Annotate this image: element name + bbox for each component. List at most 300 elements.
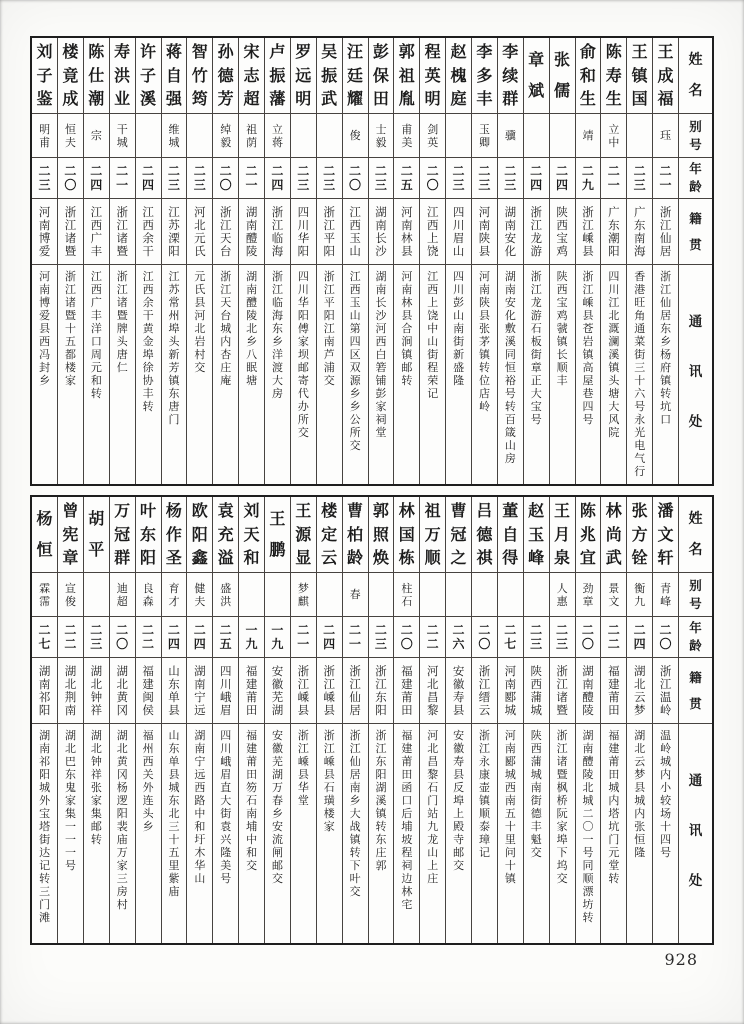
origin-cell bbox=[550, 658, 575, 724]
glyph: 平 bbox=[323, 230, 335, 245]
glyph: 南 bbox=[504, 794, 516, 807]
glyph: 浙 bbox=[323, 270, 335, 283]
glyph: 陵 bbox=[582, 768, 594, 781]
glyph: 城 bbox=[530, 702, 542, 717]
glyph: 江 bbox=[323, 217, 335, 232]
glyph: 记 bbox=[39, 859, 51, 872]
glyph: 鬼 bbox=[64, 781, 76, 794]
glyph: 杨 bbox=[660, 348, 672, 361]
alias-cell bbox=[369, 573, 394, 617]
glyph: 三 bbox=[167, 178, 180, 192]
glyph: 平 bbox=[323, 296, 335, 309]
alias-cell bbox=[317, 114, 342, 158]
glyph: 乡 bbox=[660, 335, 672, 348]
glyph: 隆 bbox=[453, 374, 465, 387]
address-cell bbox=[162, 265, 187, 484]
header-address-label bbox=[679, 265, 712, 484]
glyph: 夫 bbox=[64, 135, 76, 149]
glyph: 湖 bbox=[116, 663, 128, 678]
glyph: 福 bbox=[142, 729, 154, 742]
glyph: 徽 bbox=[271, 742, 283, 755]
name-cell bbox=[84, 38, 109, 114]
glyph: 二 bbox=[426, 623, 439, 637]
glyph: 乡 bbox=[39, 374, 51, 387]
name-cell bbox=[446, 497, 471, 573]
glyph: 陕 bbox=[478, 230, 491, 245]
glyph: 甫 bbox=[39, 135, 51, 149]
glyph: 陵 bbox=[245, 243, 258, 258]
glyph: 荫 bbox=[246, 135, 258, 149]
glyph: 二 bbox=[530, 623, 543, 637]
glyph: 山 bbox=[504, 439, 516, 452]
glyph: 泉 bbox=[554, 547, 571, 567]
glyph: 庭 bbox=[450, 88, 467, 108]
glyph: 建 bbox=[608, 742, 620, 755]
glyph: 交 bbox=[246, 859, 258, 872]
address-cell bbox=[472, 724, 497, 943]
glyph: 浙 bbox=[297, 663, 310, 678]
origin-cell bbox=[317, 199, 342, 265]
glyph: 北 bbox=[582, 781, 594, 794]
glyph: 山 bbox=[194, 872, 206, 885]
glyph: 三 bbox=[504, 178, 517, 192]
glyph: 西 bbox=[349, 283, 361, 296]
glyph: 湖 bbox=[90, 663, 103, 678]
glyph: 芜 bbox=[271, 689, 284, 704]
glyph: 俊 bbox=[349, 129, 361, 142]
glyph: 峰 bbox=[528, 547, 545, 567]
alias-cell bbox=[84, 114, 109, 158]
glyph: 都 bbox=[64, 348, 76, 361]
glyph: 源 bbox=[295, 524, 312, 544]
glyph: 县 bbox=[582, 309, 594, 322]
glyph: 甫 bbox=[401, 122, 413, 136]
origin-cell bbox=[187, 658, 212, 724]
glyph: 二 bbox=[64, 637, 77, 651]
glyph: 一 bbox=[245, 623, 258, 637]
glyph: 爱 bbox=[39, 309, 51, 322]
glyph: 寄 bbox=[297, 374, 309, 387]
glyph: 广 bbox=[90, 296, 102, 309]
glyph: 转 bbox=[504, 400, 516, 413]
glyph: 江 bbox=[219, 217, 232, 232]
glyph: 彭 bbox=[375, 387, 387, 400]
glyph: 王 bbox=[631, 42, 648, 62]
glyph: 溢 bbox=[217, 547, 234, 567]
glyph: 湖 bbox=[582, 729, 594, 742]
glyph: 定 bbox=[321, 524, 338, 544]
origin-cell bbox=[84, 658, 109, 724]
alias-cell bbox=[550, 573, 575, 617]
glyph: 阳 bbox=[375, 702, 387, 717]
person-column bbox=[523, 38, 549, 484]
glyph: 记 bbox=[427, 387, 439, 400]
glyph: 家 bbox=[90, 794, 102, 807]
glyph: 二 bbox=[374, 623, 387, 637]
directory-table-top bbox=[30, 36, 714, 486]
glyph: 西 bbox=[194, 781, 206, 794]
glyph: 埠 bbox=[556, 833, 568, 846]
address-cell bbox=[213, 724, 238, 943]
glyph: 曾 bbox=[62, 501, 79, 521]
glyph: 四 bbox=[530, 178, 543, 192]
glyph: 田 bbox=[246, 768, 258, 781]
header-age-label bbox=[679, 158, 712, 199]
glyph: 丰 bbox=[530, 820, 542, 833]
name-cell bbox=[58, 38, 83, 114]
glyph: 暨 bbox=[556, 702, 568, 717]
glyph: 远 bbox=[295, 65, 312, 85]
glyph: 苏 bbox=[168, 217, 180, 232]
glyph: 二 bbox=[607, 623, 620, 637]
glyph: 东 bbox=[140, 524, 157, 544]
glyph: 菜 bbox=[634, 335, 646, 348]
glyph: 和 bbox=[246, 846, 258, 859]
glyph: 大 bbox=[349, 807, 361, 820]
address-cell bbox=[32, 265, 57, 484]
name-cell bbox=[162, 497, 187, 573]
glyph: 俊 bbox=[64, 594, 76, 608]
glyph: 北 bbox=[194, 217, 206, 232]
glyph: 湖 bbox=[39, 729, 51, 742]
glyph: 长 bbox=[556, 348, 568, 361]
glyph: 河 bbox=[401, 270, 413, 283]
glyph: 街 bbox=[220, 807, 232, 820]
glyph: 福 bbox=[142, 663, 154, 678]
address-cell bbox=[394, 265, 419, 484]
glyph: 恒 bbox=[504, 361, 516, 374]
alias-cell bbox=[343, 573, 368, 617]
age-cell bbox=[394, 158, 419, 199]
glyph: 岭 bbox=[659, 702, 672, 717]
glyph: 明 bbox=[39, 122, 51, 136]
glyph: 湖 bbox=[246, 270, 258, 283]
glyph: 程 bbox=[427, 361, 439, 374]
glyph: 川 bbox=[452, 217, 465, 232]
person-column bbox=[471, 497, 497, 943]
glyph: 九 bbox=[581, 178, 594, 192]
name-cell bbox=[524, 38, 549, 114]
glyph: 三 bbox=[478, 178, 491, 192]
glyph: 县 bbox=[168, 702, 180, 717]
glyph: 直 bbox=[220, 781, 232, 794]
glyph: 内 bbox=[660, 768, 672, 781]
age-cell bbox=[394, 617, 419, 658]
glyph: 青 bbox=[660, 581, 672, 595]
glyph: 三 bbox=[530, 637, 543, 651]
glyph: 二 bbox=[297, 623, 310, 637]
glyph: 楼 bbox=[321, 501, 338, 521]
glyph: 焕 bbox=[372, 547, 389, 567]
glyph: 箬 bbox=[375, 361, 387, 374]
glyph: 立 bbox=[608, 122, 620, 136]
glyph: 镇 bbox=[478, 348, 490, 361]
glyph: 龙 bbox=[530, 296, 542, 309]
address-cell bbox=[136, 724, 161, 943]
glyph: 毅 bbox=[220, 135, 232, 149]
glyph: 湖 bbox=[194, 729, 206, 742]
glyph: 宣 bbox=[64, 581, 76, 595]
glyph: 湖 bbox=[504, 204, 517, 219]
age-cell bbox=[343, 158, 368, 199]
glyph: 上 bbox=[427, 859, 439, 872]
glyph: 四 bbox=[556, 178, 569, 192]
glyph: 田 bbox=[245, 702, 258, 717]
glyph: 暨 bbox=[64, 243, 77, 258]
age-cell bbox=[110, 617, 135, 658]
glyph: 嵊 bbox=[582, 230, 594, 245]
glyph: 胡 bbox=[88, 509, 105, 528]
origin-cell bbox=[576, 199, 601, 265]
glyph: 杨 bbox=[36, 509, 53, 528]
glyph: 程 bbox=[424, 42, 441, 62]
glyph: 氏 bbox=[194, 243, 206, 258]
glyph: 魁 bbox=[530, 833, 542, 846]
origin-cell bbox=[498, 658, 523, 724]
glyph: 阳 bbox=[38, 702, 51, 717]
glyph: 澜 bbox=[608, 335, 620, 348]
glyph: 王 bbox=[657, 42, 674, 62]
glyph: 百 bbox=[504, 413, 516, 426]
name-cell bbox=[187, 497, 212, 573]
glyph: 嵊 bbox=[297, 755, 309, 768]
glyph: 较 bbox=[660, 794, 672, 807]
person-column bbox=[497, 497, 523, 943]
glyph: 南 bbox=[39, 742, 51, 755]
glyph: 通 bbox=[688, 314, 703, 330]
age-cell bbox=[446, 617, 471, 658]
glyph: 耀 bbox=[347, 88, 364, 108]
glyph: 袁 bbox=[220, 820, 232, 833]
person-column bbox=[238, 497, 264, 943]
glyph: 梦 bbox=[634, 768, 646, 781]
glyph: 巴 bbox=[64, 755, 76, 768]
glyph: 饶 bbox=[427, 309, 439, 322]
origin-cell bbox=[394, 658, 419, 724]
glyph: 区 bbox=[349, 348, 361, 361]
glyph: 浙 bbox=[478, 663, 491, 678]
glyph: 街 bbox=[453, 335, 465, 348]
glyph: 璋 bbox=[478, 833, 490, 846]
glyph: 昌 bbox=[427, 755, 439, 768]
glyph: 莆 bbox=[245, 689, 258, 704]
glyph: 北 bbox=[116, 676, 128, 691]
glyph: 六 bbox=[634, 387, 646, 400]
glyph: 仙 bbox=[660, 296, 672, 309]
glyph: 莆 bbox=[401, 689, 413, 704]
glyph: 上 bbox=[453, 807, 465, 820]
alias-cell bbox=[576, 114, 601, 158]
glyph: 江 bbox=[427, 270, 439, 283]
glyph: 江 bbox=[323, 283, 335, 296]
glyph: 仁 bbox=[116, 361, 128, 374]
origin-cell bbox=[162, 199, 187, 265]
glyph: 二 bbox=[478, 623, 491, 637]
glyph: 德 bbox=[217, 65, 234, 85]
glyph: 二 bbox=[633, 164, 646, 178]
glyph: 转 bbox=[582, 911, 594, 924]
alias-cell bbox=[213, 114, 238, 158]
glyph: 西 bbox=[142, 755, 154, 768]
glyph: 电 bbox=[634, 439, 646, 452]
glyph: 陈 bbox=[88, 42, 105, 62]
glyph: 元 bbox=[194, 270, 206, 283]
glyph: 林 bbox=[605, 501, 622, 521]
glyph: 县 bbox=[478, 243, 491, 258]
glyph: 冯 bbox=[39, 348, 51, 361]
glyph: 山 bbox=[453, 309, 465, 322]
glyph: 自 bbox=[502, 524, 519, 544]
glyph: 山 bbox=[452, 243, 465, 258]
glyph: 门 bbox=[608, 833, 620, 846]
glyph: 巷 bbox=[582, 387, 594, 400]
glyph: 二 bbox=[64, 623, 77, 637]
glyph: 城 bbox=[634, 794, 646, 807]
glyph: 牌 bbox=[116, 322, 128, 335]
name-cell bbox=[653, 497, 678, 573]
glyph: 邮 bbox=[453, 846, 465, 859]
glyph: 儒 bbox=[554, 81, 571, 100]
glyph: 乡 bbox=[271, 807, 283, 820]
glyph: 照 bbox=[372, 524, 389, 544]
glyph: 双 bbox=[349, 361, 361, 374]
glyph: 爱 bbox=[38, 243, 51, 258]
glyph: 蒲 bbox=[530, 755, 542, 768]
glyph: 湖 bbox=[504, 270, 516, 283]
name-cell bbox=[369, 497, 394, 573]
glyph: 祖 bbox=[246, 122, 258, 136]
glyph: 张 bbox=[634, 820, 646, 833]
glyph: 南 bbox=[582, 742, 594, 755]
glyph: 王 bbox=[269, 509, 286, 528]
address-cell bbox=[601, 265, 626, 484]
glyph: 仙 bbox=[349, 755, 361, 768]
glyph: 转 bbox=[39, 872, 51, 885]
alias-cell bbox=[627, 114, 652, 158]
glyph: 化 bbox=[504, 243, 517, 258]
address-cell bbox=[291, 265, 316, 484]
glyph: 诸 bbox=[556, 755, 568, 768]
glyph: 鸡 bbox=[556, 243, 568, 258]
glyph: 港 bbox=[634, 283, 646, 296]
header-name-label bbox=[679, 497, 712, 573]
glyph: 城 bbox=[116, 135, 128, 149]
glyph: 九 bbox=[245, 637, 258, 651]
glyph: 转 bbox=[478, 361, 490, 374]
glyph: 兆 bbox=[579, 524, 596, 544]
name-cell bbox=[601, 38, 626, 114]
glyph: 壶 bbox=[478, 781, 490, 794]
glyph: 二 bbox=[219, 164, 232, 178]
glyph: 维 bbox=[168, 122, 180, 136]
glyph: 竟 bbox=[62, 65, 79, 85]
age-cell bbox=[524, 158, 549, 199]
glyph: 三 bbox=[452, 178, 465, 192]
glyph: 潮 bbox=[88, 88, 105, 108]
glyph: 英 bbox=[427, 135, 439, 149]
glyph: 田 bbox=[372, 88, 389, 108]
glyph: 博 bbox=[38, 230, 51, 245]
glyph: 江 bbox=[530, 217, 542, 232]
glyph: 元 bbox=[608, 846, 620, 859]
glyph: 美 bbox=[220, 859, 232, 872]
glyph: 邮 bbox=[271, 859, 283, 872]
glyph: 十 bbox=[634, 374, 646, 387]
alias-cell bbox=[394, 573, 419, 617]
origin-cell bbox=[162, 658, 187, 724]
header-age-label bbox=[679, 617, 712, 658]
person-column bbox=[83, 497, 109, 943]
glyph: 云 bbox=[321, 547, 338, 567]
person-column bbox=[445, 497, 471, 943]
glyph: 光 bbox=[634, 426, 646, 439]
glyph: 杨 bbox=[165, 501, 182, 521]
address-cell bbox=[369, 724, 394, 943]
glyph: 交 bbox=[453, 859, 465, 872]
origin-cell bbox=[317, 658, 342, 724]
glyph: 国 bbox=[398, 524, 415, 544]
glyph: 北 bbox=[194, 322, 206, 335]
glyph: 沙 bbox=[375, 243, 387, 258]
person-column bbox=[575, 497, 601, 943]
glyph: 浙 bbox=[64, 270, 76, 283]
address-cell bbox=[653, 724, 678, 943]
origin-cell bbox=[524, 658, 549, 724]
glyph: 二 bbox=[193, 164, 206, 178]
glyph: 天 bbox=[219, 230, 232, 245]
address-cell bbox=[498, 265, 523, 484]
glyph: 江 bbox=[375, 676, 387, 691]
person-column bbox=[161, 497, 187, 943]
glyph: 城 bbox=[582, 794, 594, 807]
glyph: 阳 bbox=[140, 547, 157, 567]
glyph: 宝 bbox=[39, 807, 51, 820]
glyph: 东 bbox=[375, 833, 387, 846]
glyph: 浙 bbox=[659, 204, 672, 219]
origin-cell bbox=[291, 658, 316, 724]
glyph: 庙 bbox=[168, 885, 180, 898]
glyph: 坞 bbox=[556, 859, 568, 872]
name-cell bbox=[291, 497, 316, 573]
glyph: 处 bbox=[688, 414, 703, 430]
glyph: 头 bbox=[608, 374, 620, 387]
glyph: 育 bbox=[168, 581, 180, 595]
name-cell bbox=[58, 497, 83, 573]
glyph: 宅 bbox=[401, 898, 413, 911]
glyph: 二 bbox=[659, 623, 672, 637]
glyph: 龙 bbox=[530, 230, 542, 245]
glyph: 建 bbox=[245, 676, 258, 691]
address-cell bbox=[420, 265, 445, 484]
glyph: 程 bbox=[401, 846, 413, 859]
glyph: 湖 bbox=[38, 663, 51, 678]
glyph: 东 bbox=[375, 755, 387, 768]
glyph: 江 bbox=[116, 217, 128, 232]
glyph: 川 bbox=[453, 283, 465, 296]
glyph: 暨 bbox=[556, 768, 568, 781]
glyph: 桥 bbox=[556, 794, 568, 807]
name-cell bbox=[472, 497, 497, 573]
glyph: 交 bbox=[349, 439, 361, 452]
glyph: 名 bbox=[688, 83, 703, 99]
address-cell bbox=[32, 724, 57, 943]
glyph: 〇 bbox=[478, 637, 491, 651]
glyph: 邮 bbox=[90, 820, 102, 833]
glyph: 湖 bbox=[64, 729, 76, 742]
glyph: 刘 bbox=[243, 501, 260, 521]
glyph: 合 bbox=[401, 322, 413, 335]
age-cell bbox=[136, 617, 161, 658]
